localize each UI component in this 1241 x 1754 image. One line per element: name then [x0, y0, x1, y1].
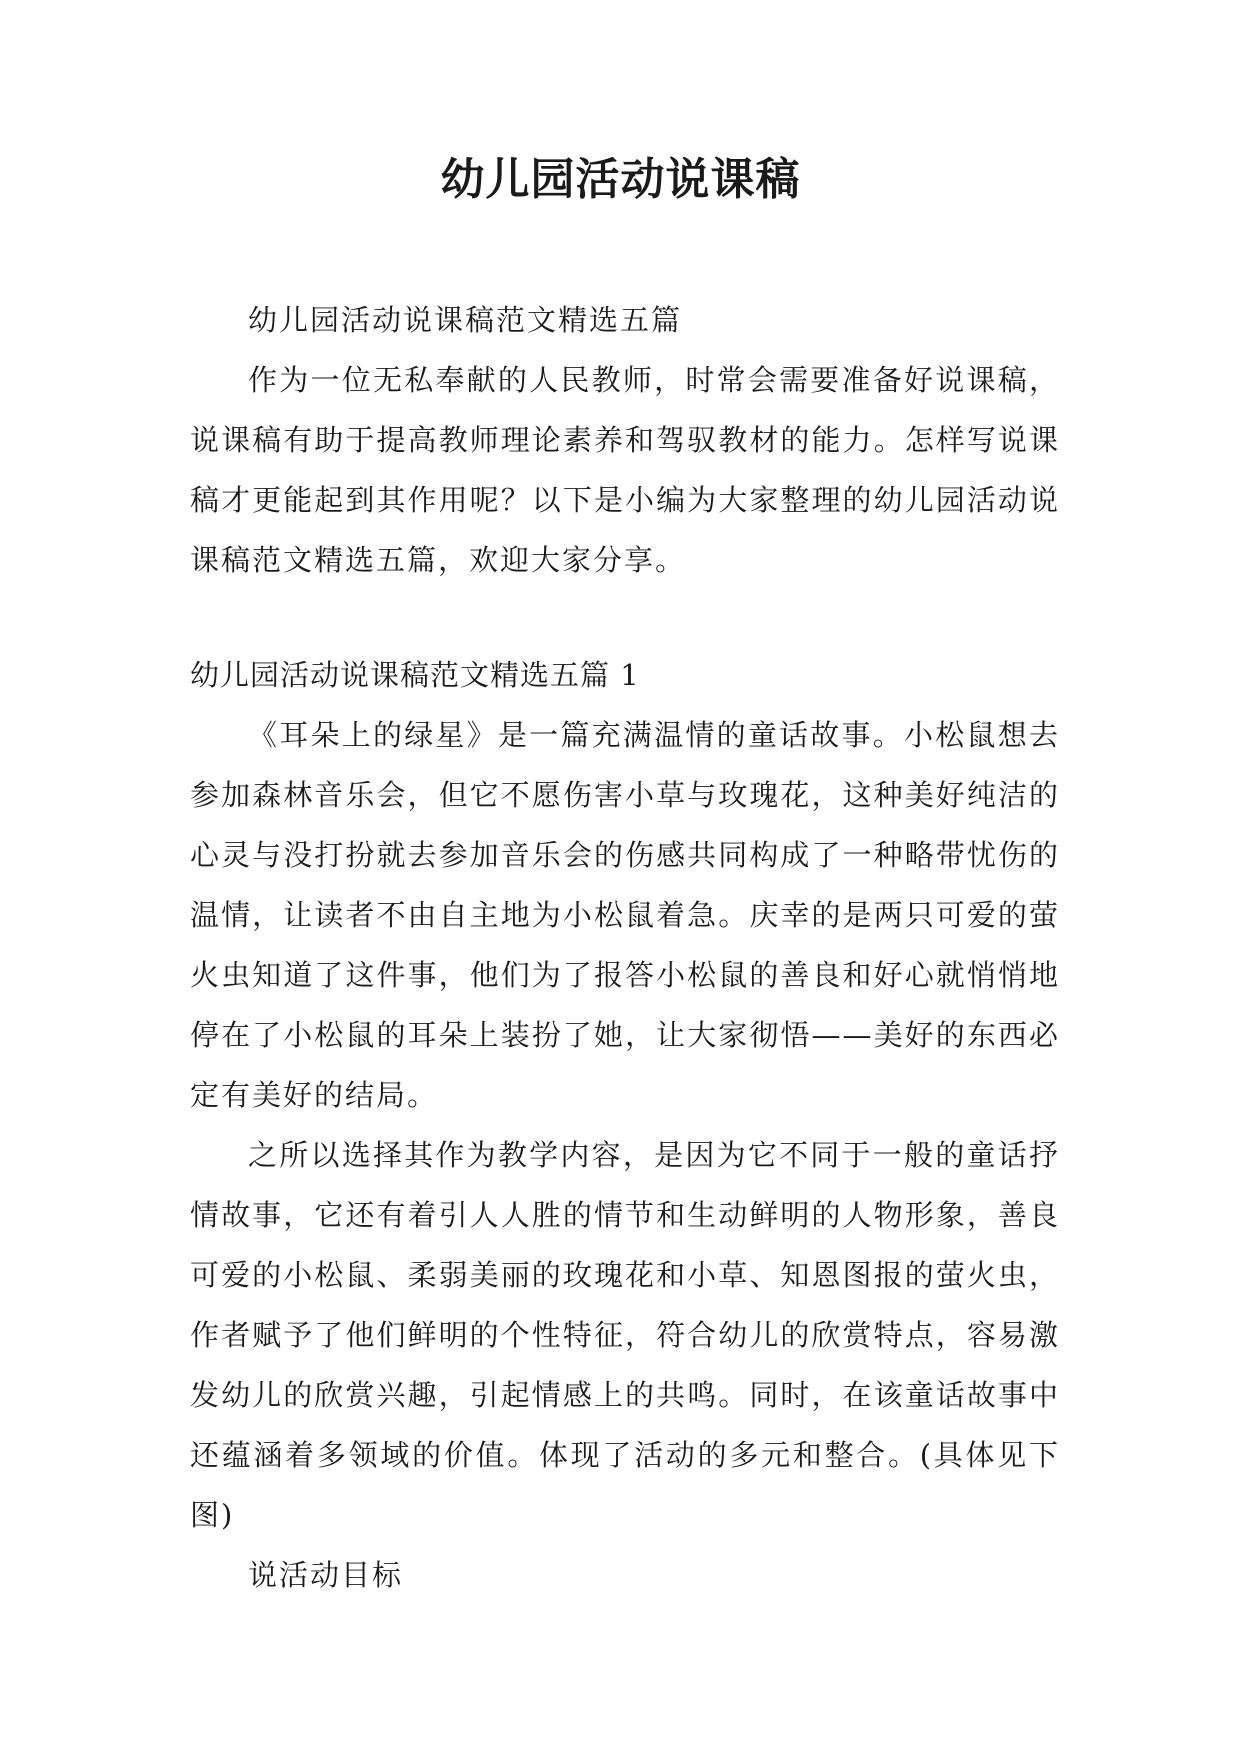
activity-goals-heading: 说活动目标 — [248, 1558, 404, 1592]
intro-paragraph: 作为一位无私奉献的人民教师，时常会需要准备好说课稿，说课稿有助于提高教师理论素养和驾驭教材的能力。怎样写说课稿才更能起到其作用呢？以下是小编为大家整理的幼儿园活动说课稿范文精选五篇，欢迎大家分享。 — [190, 363, 1060, 577]
document-body — [190, 290, 1060, 1605]
document-subtitle: 幼儿园活动说课稿范文精选五篇 — [248, 303, 683, 337]
document-title: 幼儿园活动说课稿 — [440, 154, 801, 205]
teaching-content-paragraph: 之所以选择其作为教学内容，是因为它不同于一般的童话抒情故事，它还有着引人人胜的情节和生动鲜明的人物形象，善良可爱的小松鼠、柔弱美丽的玫瑰花和小草、知恩图报的萤火虫，作者赋予了他们鲜明的个性特征，符合幼儿的欣赏特点，容易激发幼儿的欣赏兴趣，引起情感上的共鸣。同时，在该童话故事中还蕴涵着多领域的价值。体现了活动的多元和整合。(具体见下图) — [190, 1138, 1060, 1532]
story-summary-paragraph: 《耳朵上的绿星》是一篇充满温情的童话故事。小松鼠想去参加森林音乐会，但它不愿伤害小草与玫瑰花，这种美好纯洁的心灵与没打扮就去参加音乐会的伤感共同构成了一种略带忧伤的温情，让读者不由自主地为小松鼠着急。庆幸的是两只可爱的萤火虫知道了这件事，他们为了报答小松鼠的善良和好心就悄悄地停在了小松鼠的耳朵上装扮了她，让大家彻悟——美好的东西必定有美好的结局。 — [190, 718, 1060, 1112]
section-spacer — [190, 590, 1060, 645]
section-heading: 幼儿园活动说课稿范文精选五篇 1 — [190, 658, 640, 692]
